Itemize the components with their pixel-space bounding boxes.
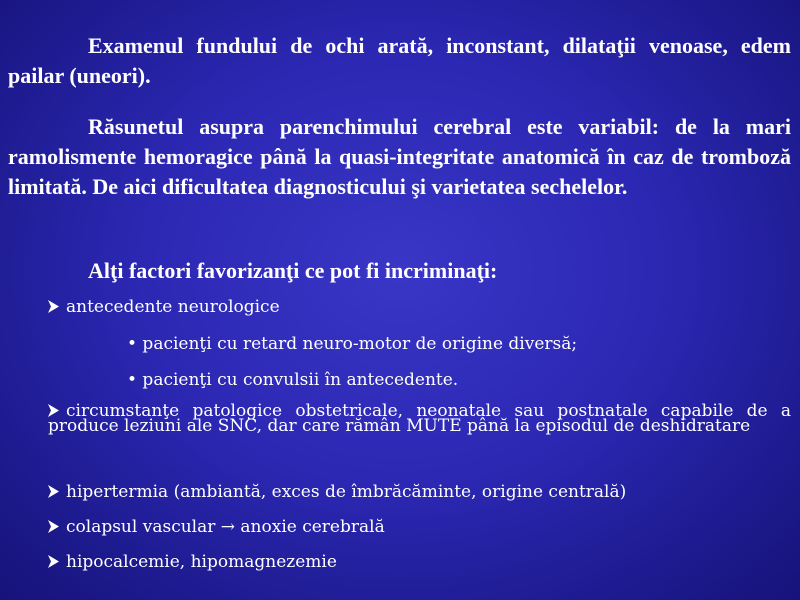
bullet-item-hypocalcemia xyxy=(48,552,791,572)
bullet-label: hipertermia (ambiantă, exces de îmbrăcăminte, origine centrală) xyxy=(66,482,627,502)
arrow-bullet-icon xyxy=(48,485,59,498)
bullet-item-hyperthermia xyxy=(48,482,791,502)
sub-bullet-item-retard: • pacienţi cu retard neuro-motor de origine diversă; xyxy=(127,334,578,354)
paragraph-cerebral-impact: Răsunetul asupra parenchimului cerebral este variabil: de la mari ramolismente hemoragice până la quasi-integritate anatomică în caz de tromboză limitată. De aici dificultatea diagnosticului şi varietatea sechelelor. xyxy=(8,114,791,199)
bullet-label: hipocalcemie, hipomagnezemie xyxy=(66,552,337,572)
bullet-label: circumstanţe patologice obstetricale, neonatale sau postnatale capabile de a produce leziuni ale SNC, dar care rămân MUTE până la episodul de deshidratare xyxy=(48,401,791,436)
bullet-item-neurological xyxy=(48,297,791,317)
bullet-label: colapsul vascular → anoxie cerebrală xyxy=(66,517,385,537)
bullet-label: antecedente neurologice xyxy=(66,297,280,317)
bullet-item-vascular-collapse xyxy=(48,517,791,537)
arrow-bullet-icon xyxy=(48,555,59,568)
paragraph-other-factors-heading: Alţi factori favorizanţi ce pot fi incriminaţi: xyxy=(88,258,498,283)
bullet-item-pathological-circumstances xyxy=(48,401,791,436)
arrow-bullet-icon xyxy=(48,300,59,313)
sub-bullet-item-convulsions: • pacienţi cu convulsii în antecedente. xyxy=(127,370,459,390)
arrow-bullet-icon xyxy=(48,520,59,533)
paragraph-fundus-exam: Examenul fundului de ochi arată, inconstant, dilataţii venoase, edem pailar (uneori). xyxy=(8,33,791,88)
